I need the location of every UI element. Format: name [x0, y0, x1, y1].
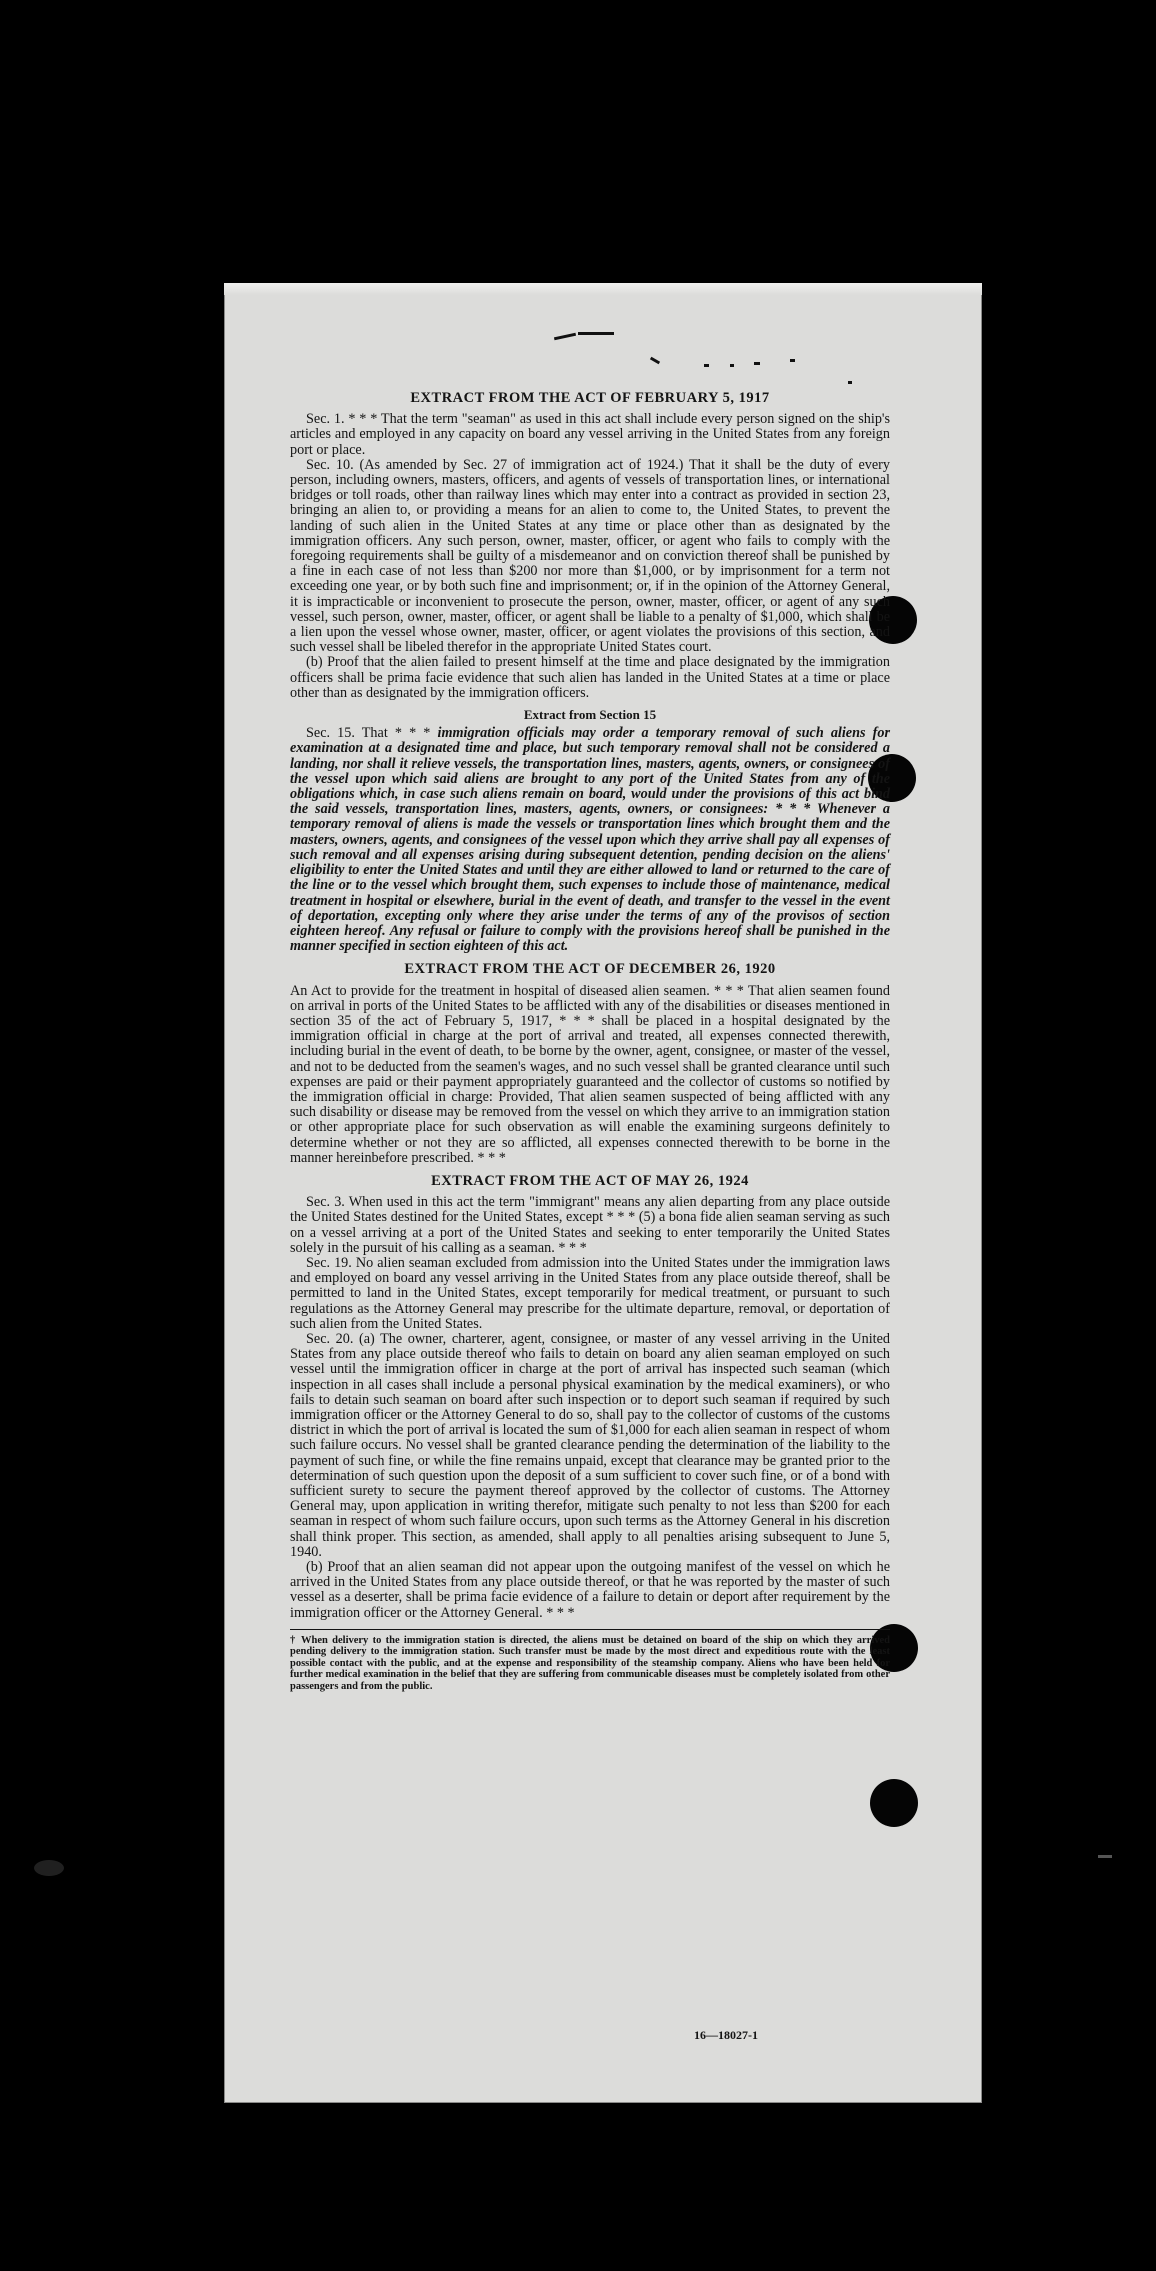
scan-smudge — [34, 1860, 64, 1876]
section-10b: (b) Proof that the alien failed to present himself at the time and place designated by the immigration officers shall be prima facie evidence that such alien has landed in the United States at a time or place other than as designated by the immigration officers. — [290, 654, 890, 701]
section-1: Sec. 1. * * * That the term "seaman" as used in this act shall include every person signed on the ship's articles and employed in any capacity on board any vessel arriving in the United States from any foreign port or place. — [290, 411, 890, 458]
punch-hole — [870, 1779, 918, 1827]
form-number: 16—18027-1 — [694, 2028, 758, 2042]
section-3: Sec. 3. When used in this act the term "immigrant" means any alien departing from any place outside the United States destined for the United States, except * * * (5) a bona fide alien seaman serving as such on a vessel arriving at a port of the United States and seeking to enter temporarily the United States solely in the pursuit of his calling as a seaman. * * * — [290, 1194, 890, 1256]
section-15-body: immigration officials may order a temporary removal of such aliens for examination at a designated time and place, but such temporary removal shall not be considered a landing, nor shall it relieve vessels, the transportation lines, masters, agents, owners, or consignees of the vessel upon which said aliens are brought to any port of the United States from any of the obligations which, in case such aliens remain on board, would under the provisions of this act bind the said vessels, transportation lines, masters, agents, owners, or consignees: * * * Whenever a temporary removal of aliens is made the vessels or transportation lines which brought them and the masters, owners, agents, and consignees of the vessel upon which they arrive shall pay all expenses of such removal and all expenses arising during subsequent detention, pending decision on the aliens' eligibility to enter the United States and until they are either allowed to land or returned to the care of the line or to the vessel which brought them, such expenses to include those of maintenance, medical treatment in hospital or elsewhere, burial in the event of death, and transfer to the vessel in the event of deportation, excepting only where they arise under the terms of any of the provisos of section eighteen hereof. Any refusal or failure to comply with the provisions hereof shall be punished in the manner specified in section eighteen of this act. — [290, 725, 890, 955]
document-page — [224, 283, 982, 2103]
act-1920-text: An Act to provide for the treatment in hospital of diseased alien seamen. * * * That alien seamen found on arrival in ports of the United States to be afflicted with any of the disabilities or diseases mentioned in section 35 of the act of February 5, 1917, * * * shall be placed in a hospital designated by the immigration official in charge at the port of arrival and treated, all expenses connected therewith, including burial in the event of death, to be borne by the owner, agent, consignee, or master of the vessel, and not to be deducted from the seamen's wages, and no such vessel shall be granted clearance until such expenses are paid or their payment appropriately guaranteed and the collector of customs so notified by the immigration official in charge: Provided, That alien seamen suspected of being afflicted with any such disability or disease may be removed from the vessel on which they arrive to an immigration station or other appropriate place for such observation as will enable the examining surgeons definitely to determine whether or not they are so afflicted, all expenses connected therewith to be borne in the manner hereinbefore prescribed. * * * — [290, 982, 890, 1166]
section-15-lead: Sec. 15. That * * * — [306, 725, 438, 742]
section-19: Sec. 19. No alien seaman excluded from admission into the United States under the immigration laws and employed on board any vessel arriving in the United States from any place outside thereof, shall be permitted to land in the United States, except temporarily for medical treatment, or pursuant to such regulations as the Attorney General may prescribe for the ultimate departure, removal, or deportation of such alien from the United States. — [290, 1254, 890, 1332]
section-20a: Sec. 20. (a) The owner, charterer, agent, consignee, or master of any vessel arriving in the United States from any place outside thereof who fails to detain on board any alien seaman employed on such vessel until the immigration officer in charge at the port of arrival has inspected such seaman (which inspection in all cases shall include a personal physical examination by the medical examiners), or who fails to detain such seaman on board after such inspection or to deport such seaman if required by such immigration officer or the Attorney General to do so, shall pay to the collector of customs of the customs district in which the port of arrival is located the sum of $1,000 for each alien seaman in respect of whom such failure occurs. No vessel shall be granted clearance pending the determination of the liability to the payment of such fine, or while the fine remains unpaid, except that clearance may be granted prior to the determination of such question upon the deposit of a sum sufficient to cover such fine, or of a bond with sufficient surety to secure the payment thereof approved by the collector of customs. The Attorney General may, upon application in writing therefor, mitigate such penalty to not less than $200 for each seaman in respect of whom such failure occurs, upon such terms as the Attorney General in his discretion shall think proper. This section, as amended, shall apply to all penalties arising subsequent to June 5, 1940. — [290, 1330, 890, 1560]
section-10a: Sec. 10. (As amended by Sec. 27 of immigration act of 1924.) That it shall be the duty of every person, including owners, masters, officers, and agents of vessels of transportation lines, or international bridges or toll roads, other than railway lines which may enter into a contract as provided in section 23, bringing an alien to, or providing a means for an alien to come to, the United States, to prevent the landing of such alien in the United States at any time or place other than as designated by the immigration officers. Any such person, owner, master, officer, or agent who fails to comply with the foregoing requirements shall be guilty of a misdemeanor and on conviction thereof shall be punished by a fine in each case of not less than $200 nor more than $1,000, or by imprisonment for a term not exceeding one year, or by both such fine and imprisonment; or, if in the opinion of the Attorney General, it is impracticable or inconvenient to prosecute the person, owner, master, officer, or agent of any such vessel, such person, owner, master, officer, or agent shall be liable to a penalty of $1,000, which shall be a lien upon the vessel whose owner, master, officer, or agent violates the provisions of this section, and such vessel shall be libeled therefor in the appropriate United States court. — [290, 456, 890, 656]
heading-section-15: Extract from Section 15 — [523, 707, 657, 723]
section-20b: (b) Proof that an alien seaman did not appear upon the outgoing manifest of the vessel on which he arrived in the United States from any place outside thereof, or that he was reported by the master of such vessel as a deserter, shall be prima facie evidence of a failure to detain or deport after requirement by the immigration officer or the Attorney General. * * * — [290, 1559, 890, 1621]
heading-act-1920: EXTRACT FROM THE ACT OF DECEMBER 26, 1920 — [404, 961, 776, 978]
scan-speck — [1098, 1855, 1112, 1858]
heading-act-1924: EXTRACT FROM THE ACT OF MAY 26, 1924 — [431, 1172, 749, 1189]
section-15 — [290, 726, 890, 954]
ink-marks — [554, 331, 884, 391]
heading-act-1917: EXTRACT FROM THE ACT OF FEBRUARY 5, 1917 — [410, 390, 770, 406]
footnote: † When delivery to the immigration station is directed, the aliens must be detained on board of the ship on which they arrived pending delivery to the immigration station. Such transfer must be made by the most direct and expeditious route with the least possible contact with the public, and at the expense and responsibility of the steamship company. Aliens who have been held for further medical examination in the belief that they are suffering from communicable diseases must be completely isolated from other passengers and from the public. — [290, 1629, 890, 1693]
document-text — [290, 391, 890, 1692]
